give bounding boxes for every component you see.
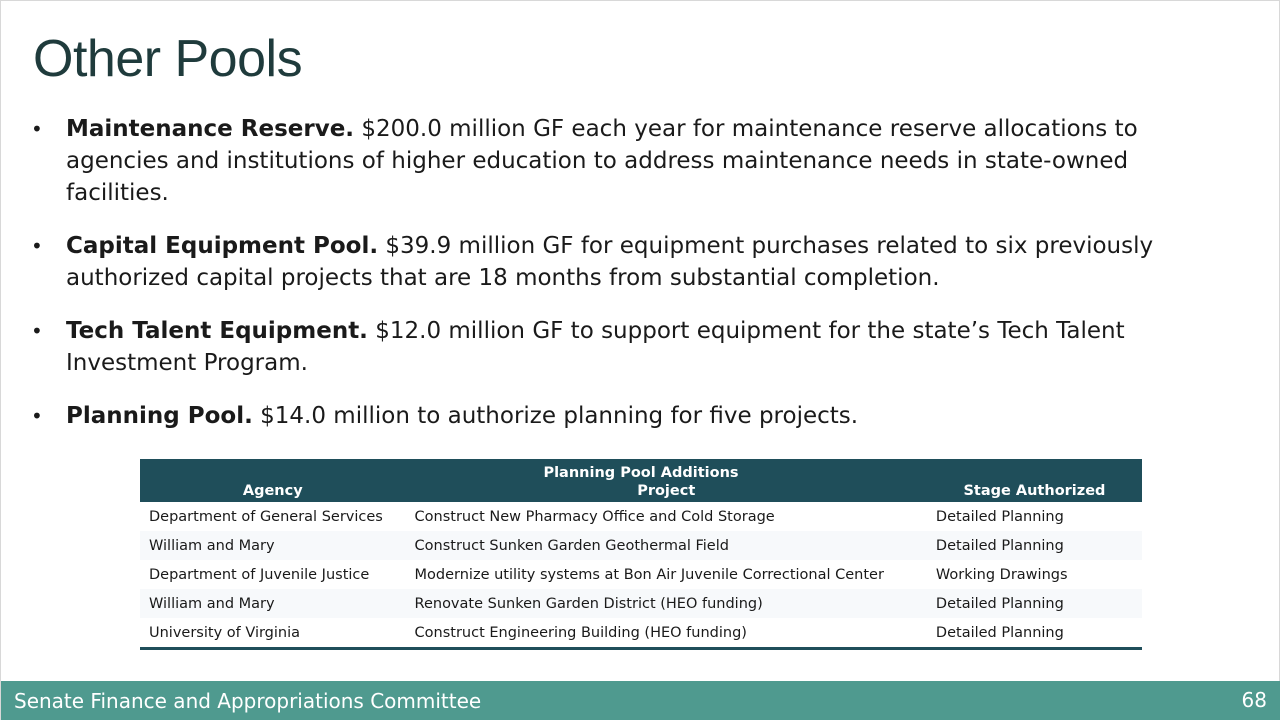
bullet-text: $39.9 million GF for equipment purchases related to six previously authorized capital projects that are 18 months from substantial completion. (66, 233, 1154, 291)
cell-stage: Detailed Planning (927, 618, 1142, 649)
cell-stage: Detailed Planning (927, 531, 1142, 560)
slide-title: Other Pools (33, 30, 303, 88)
table-row (140, 560, 1142, 589)
bullet-text: $200.0 million GF each year for maintenance reserve allocations to agencies and institutions of higher education to address maintenance needs in state-owned facilities. (66, 116, 1138, 206)
cell-stage: Detailed Planning (927, 589, 1142, 618)
cell-agency: Department of General Services (149, 508, 383, 525)
bullet-icon: • (31, 404, 43, 428)
planning-pool-table-container (140, 459, 1142, 650)
bullet-icon: • (31, 319, 43, 343)
bullet-icon: • (31, 117, 43, 141)
cell-stage: Working Drawings (935, 566, 1068, 583)
table-title-row (140, 459, 1142, 481)
table-row (140, 502, 1142, 531)
cell-agency: William and Mary (140, 531, 406, 560)
bullet-capital-equipment-pool (31, 230, 1231, 294)
cell-agency: William and Mary (140, 589, 406, 618)
bullet-heading: Capital Equipment Pool. (66, 233, 379, 259)
header-agency: Agency (140, 481, 406, 502)
bullet-list (31, 113, 1231, 453)
bullet-heading: Tech Talent Equipment. (66, 318, 368, 344)
page-number: 68 (1241, 688, 1267, 712)
footer-committee-name: Senate Finance and Appropriations Committee (14, 689, 482, 713)
bullet-maintenance-reserve (31, 113, 1231, 209)
cell-project: Construct New Pharmacy Office and Cold Storage (414, 508, 775, 525)
table-title: Planning Pool Additions (140, 459, 1142, 481)
bullet-text: $14.0 million to authorize planning for five projects. (252, 403, 859, 429)
planning-pool-table (140, 459, 1142, 650)
header-stage: Stage Authorized (927, 481, 1142, 502)
bullet-planning-pool (31, 400, 1231, 432)
bullet-text: $12.0 million GF to support equipment for the state’s Tech Talent Investment Program. (66, 318, 1125, 376)
cell-project: Renovate Sunken Garden District (HEO funding) (406, 589, 927, 618)
footer-bar (1, 681, 1280, 720)
bullet-icon: • (31, 234, 43, 258)
table-header-row (140, 481, 1142, 502)
bullet-tech-talent-equipment (31, 315, 1231, 379)
cell-stage: Detailed Planning (935, 508, 1064, 525)
cell-project: Construct Engineering Building (HEO funding) (406, 618, 927, 649)
table-row (140, 589, 1142, 618)
cell-project: Modernize utility systems at Bon Air Juvenile Correctional Center (414, 566, 884, 583)
table-row (140, 618, 1142, 649)
cell-agency: Department of Juvenile Justice (149, 566, 370, 583)
bullet-heading: Planning Pool. (66, 403, 253, 429)
cell-agency: University of Virginia (140, 618, 406, 649)
cell-project: Construct Sunken Garden Geothermal Field (406, 531, 927, 560)
header-project: Project (406, 481, 927, 502)
bullet-heading: Maintenance Reserve. (66, 116, 355, 142)
table-row (140, 531, 1142, 560)
